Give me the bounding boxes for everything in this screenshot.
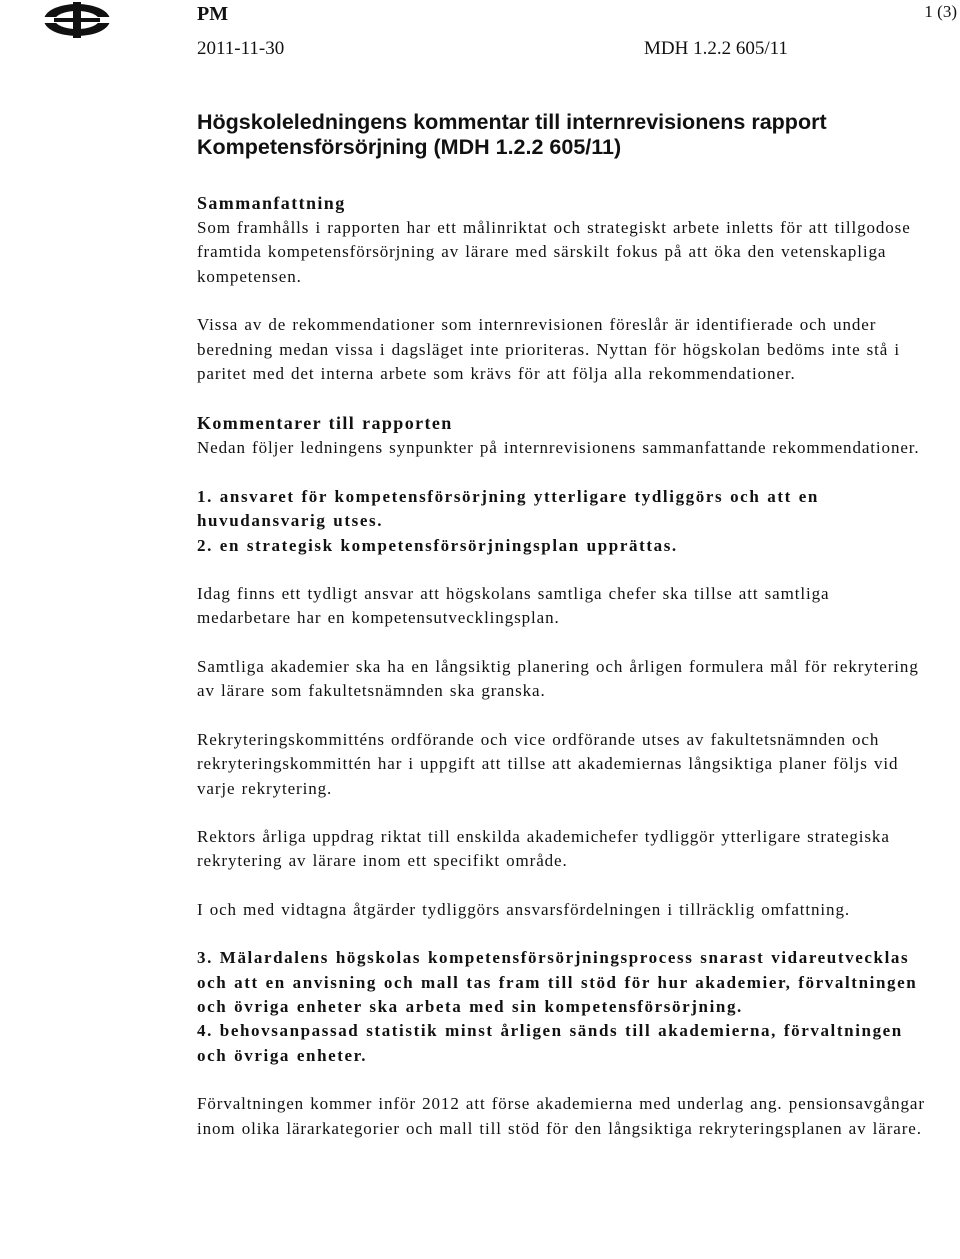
recommendation-4: 4. behovsanpassad statistik minst årligen sänds till akademierna, förvaltningen och övriga enheter. xyxy=(197,1021,903,1065)
document-title: Högskoleledningens kommentar till internrevisionens rapport Kompetensförsörjning (MDH 1.2.2 605/11) xyxy=(197,110,827,159)
paragraph-rector: Rektors årliga uppdrag riktat till enskilda akademichefer tydliggör ytterligare strategiska rekrytering av lärare inom ett specifikt område. xyxy=(197,826,890,871)
document-type: PM xyxy=(197,3,229,25)
document-date: 2011-11-30 xyxy=(197,38,285,59)
comments-intro: Nedan följer ledningens synpunkter på internrevisionens sammanfattande rekommendationer. xyxy=(197,438,920,458)
logo-emblem-icon xyxy=(42,2,112,38)
summary-heading: Sammanfattning xyxy=(197,193,346,213)
document-body xyxy=(197,190,927,1141)
page-number: 1 (3) xyxy=(924,2,957,21)
paragraph-administration: Förvaltningen kommer inför 2012 att förse akademierna med underlag ang. pensionsavgångar inom olika lärarkategorier och mall till stöd för den långsiktiga rekryteringsplanen av lärare. xyxy=(197,1094,925,1138)
summary-paragraph-2: Vissa av de rekommendationer som internrevisionen föreslår är identifierade och under beredning medan vissa i dagsläget inte prioriteras. Nyttan för högskolan bedöms inte stå i paritet med det interna arbete som krävs för att följa alla rekommendationer. xyxy=(197,315,901,384)
paragraph-measures: I och med vidtagna åtgärder tydliggörs ansvarsfördelningen i tillräcklig omfattning. xyxy=(197,899,850,919)
paragraph-planning: Samtliga akademier ska ha en långsiktig planering och årligen formulera mål för rekrytering av lärare som fakultetsnämnden ska granska. xyxy=(197,656,919,701)
recommendation-1: 1. ansvaret för kompetensförsörjning ytterligare tydliggörs och att en huvudansvarig utses. xyxy=(197,486,819,531)
paragraph-responsibility: Idag finns ett tydligt ansvar att högskolans samtliga chefer ska tillse att samtliga medarbetare har en kompetensutvecklingsplan. xyxy=(197,584,830,628)
document-reference: MDH 1.2.2 605/11 xyxy=(644,38,788,59)
summary-paragraph-1: Som framhålls i rapporten har ett målinriktat och strategiskt arbete inletts för att tillgodose framtida kompetensförsörjning av lärare med särskilt fokus på att öka den vetenskapliga kompetensen. xyxy=(197,218,911,286)
recommendation-2: 2. en strategisk kompetensförsörjningsplan upprättas. xyxy=(197,535,678,555)
comments-heading: Kommentarer till rapporten xyxy=(197,413,453,434)
recommendation-3: 3. Mälardalens högskolas kompetensförsörjningsprocess snarast vidareutvecklas och att en anvisning och mall tas fram till stöd för hur akademier, förvaltningen och övriga enheter ska arbeta med sin kompetensförsörjning. xyxy=(197,948,918,1016)
paragraph-committee: Rekryteringskommitténs ordförande och vice ordförande utses av fakultetsnämnden och rekryteringskommittén har i uppgift att tillse att akademiernas långsiktiga planer följs vid varje rekrytering. xyxy=(197,729,899,798)
university-logo xyxy=(6,2,146,74)
